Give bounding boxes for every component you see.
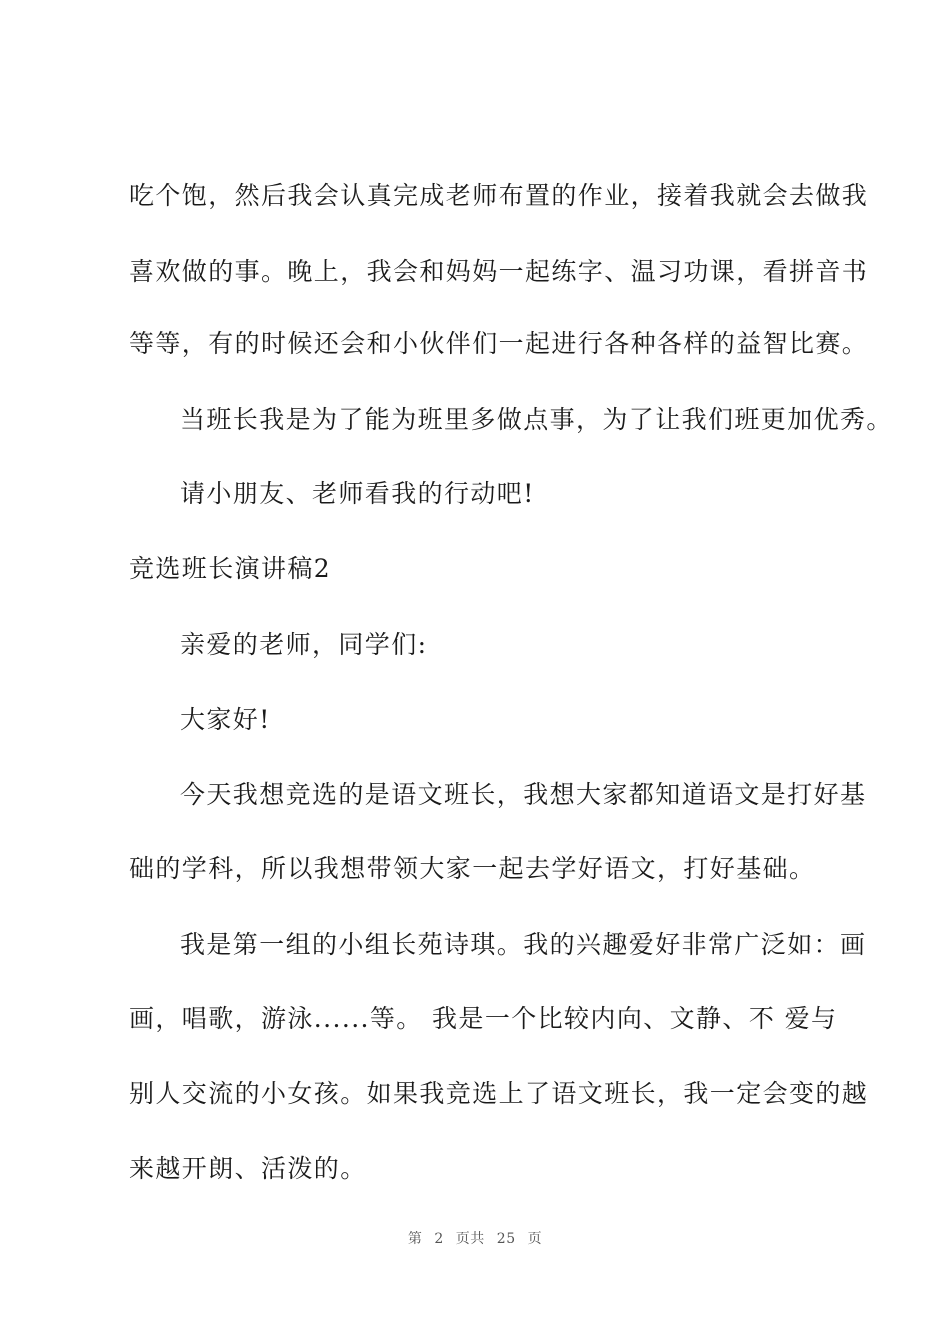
- footer-page-number: 2: [434, 1231, 444, 1247]
- paragraph-line: 来越开朗、活泼的。: [129, 1154, 367, 1183]
- paragraph-line: 础的学科，所以我想带领大家一起去学好语文，打好基础。: [129, 854, 816, 883]
- paragraph-line: 画，唱歌，游泳......等。 我是一个比较内向、文静、不 爱与: [129, 1004, 838, 1033]
- footer-ye: 页: [527, 1231, 543, 1247]
- paragraph-line: 今天我想竞选的是语文班长，我想大家都知道语文是打好基: [180, 780, 867, 809]
- greeting: 大家好!: [180, 705, 271, 734]
- paragraph-line: 喜欢做的事。晚上，我会和妈妈一起练字、温习功课，看拼音书: [129, 257, 869, 286]
- footer-total-pages: 25: [496, 1231, 516, 1247]
- footer-ye-gong: 页共: [455, 1231, 485, 1247]
- salutation: 亲爱的老师，同学们:: [180, 630, 428, 659]
- paragraph-line: 别人交流的小女孩。如果我竞选上了语文班长，我一定会变的越: [129, 1079, 869, 1108]
- section-heading: 竞选班长演讲稿2: [129, 554, 332, 583]
- paragraph-line: 当班长我是为了能为班里多做点事，为了让我们班更加优秀。: [180, 405, 893, 434]
- footer-di: 第: [407, 1231, 423, 1247]
- paragraph-line: 等等，有的时候还会和小伙伴们一起进行各种各样的益智比赛。: [129, 329, 869, 358]
- paragraph-line: 请小朋友、老师看我的行动吧!: [180, 479, 535, 508]
- paragraph-line: 我是第一组的小组长苑诗琪。我的兴趣爱好非常广泛如：画: [180, 930, 867, 959]
- paragraph-line: 吃个饱，然后我会认真完成老师布置的作业，接着我就会去做我: [129, 181, 869, 210]
- page-footer: [0, 1228, 950, 1248]
